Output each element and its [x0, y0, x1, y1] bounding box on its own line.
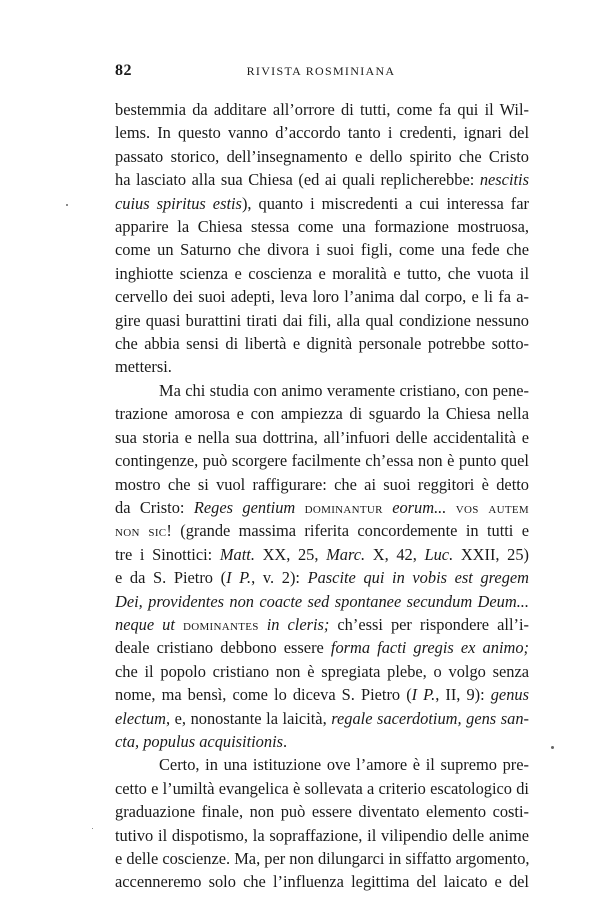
latin-quote: cta, populus acquisitionis — [115, 731, 284, 751]
scan-speck — [92, 828, 93, 829]
text-line: contingenze, può scorgere facilmente ch’essa non è punto quel — [115, 451, 529, 471]
text-run: e da S. Pietro ( — [115, 568, 227, 588]
text-line: che abbia sensi di libertà e dignità personale potrebbe sotto- — [115, 334, 529, 354]
latin-quote: eorum... — [392, 497, 447, 517]
text-line — [115, 707, 529, 730]
text-line: lems. In questo vanno d’accordo tanto i credenti, ignari del — [115, 123, 529, 143]
paragraph-2 — [115, 379, 529, 754]
latin-quote: cuius spiritus estis — [115, 193, 242, 213]
text-line — [115, 683, 529, 706]
page-number: 82 — [115, 62, 132, 79]
citation-abbrev: Luc. — [424, 544, 454, 564]
scan-speck — [66, 204, 68, 206]
text-line: graduazione finale, non può essere diventato elemento costi- — [115, 802, 529, 822]
paragraph-1 — [115, 98, 529, 379]
text-line — [115, 519, 529, 542]
text-line: gire quasi burattini tirati dai fili, alla qual condizione nessuno — [115, 310, 529, 330]
text-run: deale cristiano debbono essere — [115, 638, 331, 658]
latin-quote: regale sacerdotium, gens san- — [331, 708, 529, 728]
text-run: , II, 9): — [435, 685, 491, 705]
latin-quote: genus — [490, 685, 529, 705]
text-line — [115, 192, 529, 215]
text-run: . — [283, 731, 288, 751]
text-line: sua storia e nella sua dottrina, all’infuori delle accidentalità e — [115, 427, 529, 447]
latin-quote: in cleris; — [266, 614, 330, 634]
text-line: tutivo il dispotismo, la sopraffazione, il vilipendio delle anime — [115, 825, 529, 845]
small-caps-word: non sic — [115, 521, 167, 541]
text-line — [115, 168, 529, 191]
text-run: , v. 2): — [251, 568, 308, 588]
text-line: mettersi. — [115, 357, 172, 377]
text-line — [115, 543, 529, 566]
text-line: apparire la Chiesa stessa come una formazione mostruosa, — [115, 217, 529, 237]
text-line: trazione amorosa e con ampiezza di sguardo la Chiesa nella — [115, 404, 529, 424]
text-run: ch’essi per rispondere all’i- — [329, 614, 529, 634]
text-line — [115, 730, 529, 753]
citation-abbrev: I P. — [411, 685, 436, 705]
text-line: cetto e l’umiltà evangelica è sollevata a criterio escatologico di — [115, 778, 529, 798]
text-line: e delle coscienze. Ma, per non dilungarci in siffatto argomento, — [115, 849, 530, 868]
text-run: nome, ma bensì, come lo diceva S. Pietro ( — [115, 685, 412, 705]
text-line: Ma chi studia con animo veramente cristiano, con pene- — [159, 380, 529, 400]
latin-quote: neque ut — [115, 614, 175, 634]
text-line: come un Saturno che divora i suoi figli, come una fede che — [115, 240, 529, 260]
citation-abbrev: Marc. — [326, 544, 366, 564]
body-text — [115, 98, 529, 894]
text-run: ! (grande massima riferita concordemente in tutti e — [166, 521, 529, 541]
text-line: mostro che si vuol raffigurare: che ai suoi reggitori è detto — [115, 474, 529, 494]
small-caps-word: dominantur — [304, 497, 383, 517]
small-caps-word: vos autem — [455, 497, 529, 517]
text-line — [115, 636, 529, 659]
running-title: RIVISTA ROSMINIANA — [246, 64, 396, 78]
page-header — [115, 62, 527, 82]
text-line: cervello dei suoi adepti, leva loro l’anima dal corpo, e li fa a- — [115, 287, 529, 307]
text-line — [115, 566, 529, 589]
text-line: bestemmia da additare all’orrore di tutti, come fa qui il Wil- — [115, 100, 529, 119]
latin-quote: nescitis — [479, 170, 529, 190]
scan-speck — [551, 746, 554, 749]
text-run: da Cristo: — [115, 497, 194, 517]
text-run: X, 42, — [365, 544, 425, 564]
text-line: passato storico, dell’insegnamento e dello spirito che Cristo — [115, 146, 529, 166]
text-line: accenneremo solo che l’influenza legittima del laicato e del — [115, 872, 529, 892]
paragraph-3 — [115, 753, 529, 893]
text-run: , e, nonostante la laicità, — [165, 708, 332, 728]
small-caps-word: dominantes — [182, 614, 259, 634]
text-line — [115, 496, 529, 519]
text-line: che il popolo cristiano non è spregiata plebe, o volgo senza — [115, 661, 529, 681]
latin-quote: Reges gentium — [193, 497, 296, 517]
text-line: Certo, in una istituzione ove l’amore è il supremo pre- — [159, 755, 529, 775]
text-run: XXII, 25) — [453, 544, 529, 564]
text-line: inghiotte scienza e coscienza e moralità e tutto, che vuota il — [115, 263, 529, 283]
citation-abbrev: Matt. — [219, 544, 255, 564]
citation-abbrev: I P. — [226, 568, 252, 588]
text-line: Dei, providentes non coacte sed spontanee secundum Deum... — [115, 591, 529, 611]
text-run: tre i Sinottici: — [115, 544, 220, 564]
latin-quote: Pascite qui in vobis est gregem — [307, 568, 530, 588]
text-line — [115, 613, 529, 636]
text-run: ), quanto i miscredenti a cui interessa far — [241, 193, 529, 213]
text-run: ha lasciato alla sua Chiesa (ed ai quali replicherebbe: — [115, 170, 480, 190]
latin-quote: electum — [115, 708, 166, 728]
latin-quote: forma facti gregis ex animo; — [330, 638, 529, 658]
text-run: XX, 25, — [254, 544, 327, 564]
